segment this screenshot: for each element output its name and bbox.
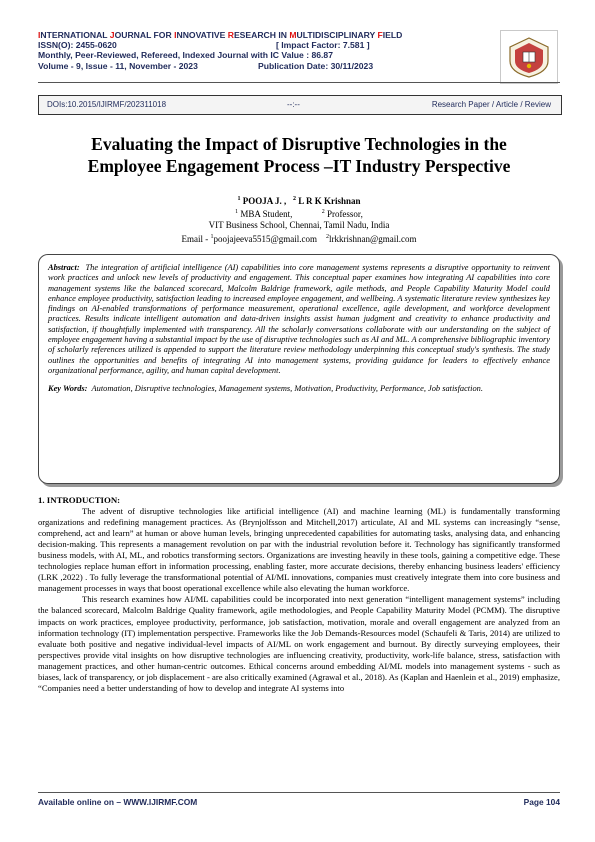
section-heading: 1. INTRODUCTION: xyxy=(38,495,121,505)
emails xyxy=(38,232,560,245)
journal-header xyxy=(38,30,478,71)
journal-emblem-icon xyxy=(504,34,554,80)
authors-block xyxy=(38,194,560,245)
email-index: 1 xyxy=(210,233,214,240)
footer-rule xyxy=(38,792,560,793)
volume-line xyxy=(38,61,478,71)
journal-name-part: ULTIDISCIPLINARY xyxy=(296,30,378,40)
journal-name-part: M xyxy=(289,30,297,40)
author-index: 2 xyxy=(292,196,296,202)
issn-line xyxy=(38,40,478,50)
journal-name-part: F xyxy=(377,30,383,40)
doi[interactable]: DOIs:10.2015/IJIRMF/202311018 xyxy=(47,100,167,109)
paper-title xyxy=(38,133,560,177)
abstract-label: Abstract: xyxy=(48,263,80,272)
paragraph: This research examines how AI/ML capabilities could be incorporated into next generation “intelligent management systems” including the balanced scorecard, Malcolm Baldrige Quality framework, agile methodologies, and People Capability Maturity Model (PCMM). The disruptive impacts on work practices, employee productivity, performance, job satisfaction, motivation, morale and overall engagement are analyzed from an information technology (IT) implementation perspective. Frameworks like the Job Demands-Resources model (Schaufeli & Taris, 2014) are utilized to evaluate both positive and negative individual-level impacts of AI/ML on work engagement and burnout. By directly surveying employees, their perspectives provide vital insights on how disruptive technologies are influencing creativity, productivity, work-life balance, stress, satisfaction with management practices, and other human-centric outcomes. Ethical concerns around embedding AI/ML models into management systems - such as biases, lack of transparency, or job displacement - are also critically examined (Agrawal et al., 2018). As (Kaplan and Haenlein et al., 2019) emphasize, “Companies need a better understanding of how to develop and integrate AI systems into xyxy=(38,594,560,693)
article-type: Research Paper / Article / Review xyxy=(431,100,551,109)
impact-factor: [ Impact Factor: 7.581 ] xyxy=(276,40,370,51)
title-line: Employee Engagement Process –IT Industry Perspective xyxy=(87,156,511,176)
author-index: 1 xyxy=(237,196,241,202)
journal-name-part: NNOVATIVE xyxy=(176,30,228,40)
abstract xyxy=(48,263,550,376)
keywords-label: Key Words: xyxy=(48,384,88,394)
page-number: Page 104 xyxy=(523,797,560,807)
email-index: 2 xyxy=(325,233,329,240)
affiliation-2: Professor, xyxy=(326,209,363,220)
volume: Volume - 9, Issue - 11, November - 2023 xyxy=(38,60,198,71)
keywords-text: Automation, Disruptive technologies, Management systems, Motivation, Productivity, Performance, Job satisfaction. xyxy=(91,384,483,394)
page-footer xyxy=(38,797,560,807)
issn: ISSN(O): 2455-0620 xyxy=(38,40,117,51)
affiliations xyxy=(38,207,560,220)
header-rule xyxy=(38,82,560,83)
author-names xyxy=(38,194,560,207)
aff-index: 2 xyxy=(321,209,325,216)
website[interactable]: Available online on – WWW.IJIRMF.COM xyxy=(38,797,198,807)
email-1[interactable]: poojajeeva5515@gmail.com xyxy=(213,233,317,244)
journal-name-part: NTERNATIONAL xyxy=(40,30,110,40)
abstract-text: The integration of artificial intelligence (AI) capabilities into core management systems represents a disruptive opportunity to reinvent work practices and unlock new levels of productivity and engagement. This conceptual paper examines how integrating AI capabilities into core management systems like the balanced scorecard, Malcolm Baldrige framework, agile methods, and People Capability Maturity Model could enhance employee productivity, satisfaction leading to increased employee engagement, and wellbeing. A systematic literature review synthesizes key findings on AI-enabled transformations of performance measurement, operational excellence, agile development, and workforce development practices. Results indicate intelligent automation and data-driven insights assist human judgment and creativity to enhance productivity and satisfaction, if thoughtfully implemented with transparency. All the scholarly conversations collaborate with our understanding on the subject of employee engagement having a substantial impact by the use of disruptive technologies such as AI and ML. A comprehensive bibliographic inventory of scholarly references utilized is appended to support the literature review methodology underpinning this conceptual study's synthesis. The study outlines the opportunities and benefits of integrating AI into management systems, providing guidance for leaders to effectively enhance organizational performance, agility, and human capital development. xyxy=(48,263,550,375)
paragraph: The advent of disruptive technologies like artificial intelligence (AI) and machine learning (ML) is fundamentally transforming organizations and redefining management practices. As (Brynjolfsson and Mitchell,2017) articulate, AI and ML systems can increasingly “sense, comprehend, act and learn” at human or above human levels, bringing unprecedented capabilities for automating tasks, analysing data, and enhancing decision-making. This represents a management revolution on par with the industrial revolution before it. Technology has significantly transformed business models, with AI, ML, and robotics transforming sectors. Organizations are investing heavily in these tools, gaining a competitive edge. These technologies replace human effort in information processing, enabling faster, more accurate decisions, thereby enhancing business leaders' efficiency (LRK ,2022) . To fully leverage the transformational potential of AI/ML innovations, companies must creatively integrate them into core business and management processes in ways that boost operational excellence while also elevating the human workforce. xyxy=(38,506,560,594)
monthly-line: Monthly, Peer-Reviewed, Refereed, Indexed Journal with IC Value : 86.87 xyxy=(38,50,333,61)
email-label: Email - xyxy=(181,233,211,244)
author-1: POOJA J. , xyxy=(242,196,287,206)
publication-date: Publication Date: 30/11/2023 xyxy=(258,60,374,71)
journal-logo xyxy=(500,30,558,84)
email-2[interactable]: lrkkrishnan@gmail.com xyxy=(328,233,417,244)
title-line: Evaluating the Impact of Disruptive Technologies in the xyxy=(91,134,507,154)
journal-name-part: I xyxy=(38,30,41,40)
journal-name-part: OURNAL FOR xyxy=(114,30,175,40)
journal-name xyxy=(38,30,478,40)
journal-name-part: IELD xyxy=(382,30,403,40)
institution: VIT Business School, Chennai, Tamil Nadu, India xyxy=(208,220,390,231)
author-2: L R K Krishnan xyxy=(298,196,361,206)
doi-separator: --:-- xyxy=(287,100,300,109)
body-text xyxy=(38,495,560,694)
journal-name-part: ESEARCH IN xyxy=(233,30,290,40)
abstract-box xyxy=(38,254,560,484)
aff-index: 1 xyxy=(235,209,239,216)
journal-name-part: R xyxy=(227,30,234,40)
journal-name-part: I xyxy=(174,30,177,40)
affiliation-1: MBA Student, xyxy=(240,209,293,220)
keywords xyxy=(48,384,550,394)
doi-bar xyxy=(38,95,562,115)
journal-name-part: J xyxy=(109,30,115,40)
